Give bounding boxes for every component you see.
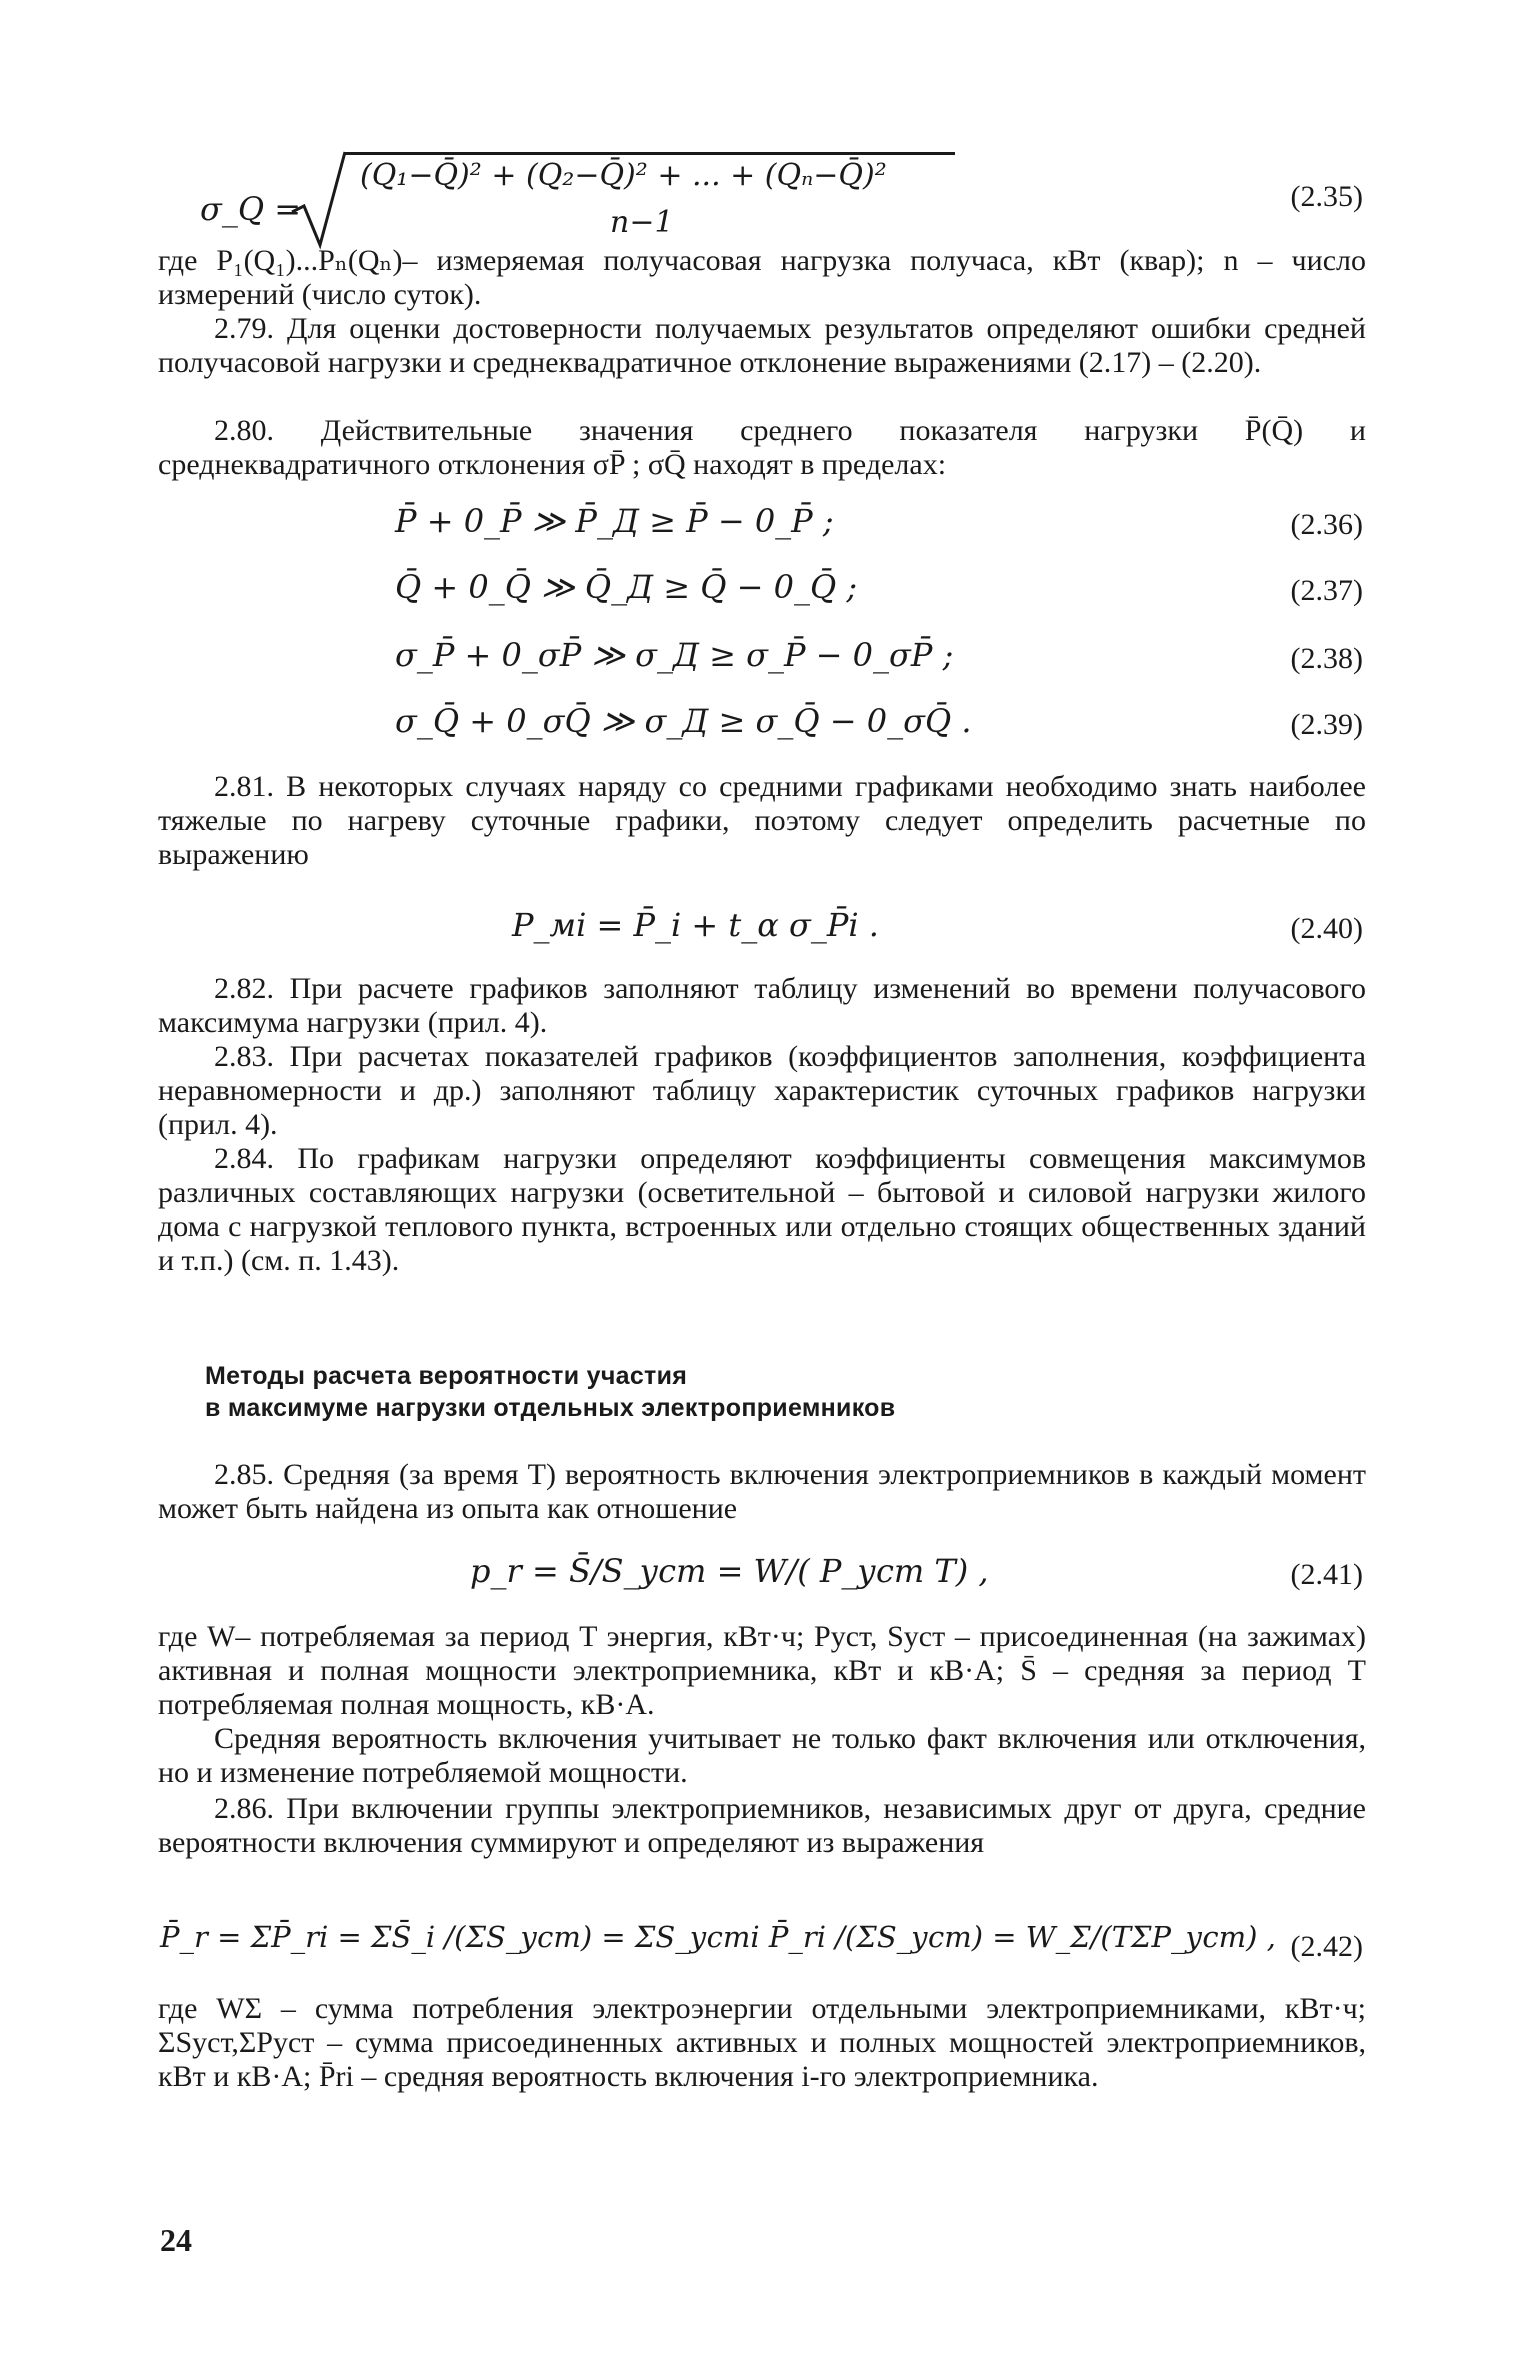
formula-2-36: P̄ + 0_P̄ ≫ P̄_Д ≥ P̄ − 0_P̄ ; [395,502,834,540]
paragraph-2-84: 2.84. По графикам нагрузки определяют коэффициенты совмещения максимумов различных составляющих нагрузки (осветительной – бытовой и силовой нагрузки жилого дома с нагрузкой теплового пункта, встроенных или отдельно стоящих общественных зданий и т.п.) (см. п. 1.43). [158,1142,1366,1277]
section-heading-line-2: в максимуме нагрузки отдельных электроприемников [205,1394,896,1422]
formula-2-42: P̄_r = ΣP̄_ri = ΣS̄_i /(ΣS_уст) = ΣS_устi P̄_ri /(ΣS_уст) = W_Σ/(TΣP_уст) , [160,1920,1276,1954]
formula-2-40: P_мi = P̄_i + t_α σ_P̄i . [512,906,879,944]
section-heading [205,1360,1305,1424]
section-heading-line-1: Методы расчета вероятности участия [205,1362,688,1390]
eq-number-2-42: (2.42) [1290,1930,1363,1963]
paragraph-2-83: 2.83. При расчетах показателей графиков (коэффициентов заполнения, коэффициента неравномерности и др.) заполняют таблицу характеристик суточных графиков нагрузки (прил. 4). [158,1040,1366,1141]
paragraph-2-79: 2.79. Для оценки достоверности получаемых результатов определяют ошибки средней получасовой нагрузки и среднеквадратичное отклонение выражениями (2.17) – (2.20). [158,312,1366,379]
eq-number-2-36: (2.36) [1290,508,1363,541]
paragraph-2-85: 2.85. Средняя (за время T) вероятность включения электроприемников в каждый момент может быть найдена из опыта как отношение [158,1458,1366,1525]
paragraph-2-86: 2.86. При включении группы электроприемников, независимых друг от друга, средние вероятности включения суммируют и определяют из выражения [158,1792,1366,1859]
eq-number-2-37: (2.37) [1290,574,1363,607]
paragraph-average-probability: Средняя вероятность включения учитывает не только факт включения или отключения, но и изменение потребляемой мощности. [158,1722,1366,1789]
formula-2-41: p_r = S̄/S_уст = W/( P_уст T) , [470,1552,989,1590]
formula-2-39: σ_Q̄ + 0_σQ̄ ≫ σ_Д ≥ σ_Q̄ − 0_σQ̄ . [395,702,972,740]
paragraph-where-2-41: где W– потребляемая за период T энергия, кВт·ч; Pуст, Sуст – присоединенная (на зажимах) активная и полная мощности электроприемника, кВт и кВ·А; S̄ – средняя за период T потребляемая полная мощность, кВ·А. [158,1620,1366,1721]
eq-number-2-35: (2.35) [1290,180,1363,213]
formula-2-35-lhs: σ_Q = [200,190,302,228]
paragraph-2-81: 2.81. В некоторых случаях наряду со средними графиками необходимо знать наиболее тяжелые по нагреву суточные графики, поэтому следует определить расчетные по выражению [158,770,1366,871]
eq-number-2-40: (2.40) [1290,912,1363,945]
paragraph-where-2-42: где WΣ – сумма потребления электроэнергии отдельными электроприемниками, кВт·ч; ΣSуст,ΣPуст – сумма присоединенных активных и полных мощностей электроприемников, кВт и кВ·А; P̄ri – средняя вероятность включения i-го электроприемника. [158,1992,1366,2093]
formula-2-35-numerator: (Q₁−Q̄)² + (Q₂−Q̄)² + ... + (Qₙ−Q̄)² [360,158,887,193]
paragraph-2-80: 2.80. Действительные значения среднего показателя нагрузки P̄(Q̄) и среднеквадратичного отклонения σP̄ ; σQ̄ находят в пределах: [158,414,1366,481]
paragraph-where-2-35: где P₁(Q₁)...Pₙ(Qₙ)– измеряемая получасовая нагрузка получаса, кВт (квар); n – число измерений (число суток). [158,244,1366,311]
formula-2-37: Q̄ + 0_Q̄ ≫ Q̄_Д ≥ Q̄ − 0_Q̄ ; [395,568,858,606]
eq-number-2-39: (2.39) [1290,708,1363,741]
paragraph-2-82: 2.82. При расчете графиков заполняют таблицу изменений во времени получасового максимума нагрузки (прил. 4). [158,972,1366,1039]
formula-2-38: σ_P̄ + 0_σP̄ ≫ σ_Д ≥ σ_P̄ − 0_σP̄ ; [395,636,954,674]
page-number: 24 [160,2222,192,2258]
eq-number-2-41: (2.41) [1290,1558,1363,1591]
eq-number-2-38: (2.38) [1290,642,1363,675]
sqrt-bar [345,152,955,155]
sqrt-sign [290,150,350,250]
formula-2-35-denominator: n−1 [610,205,674,240]
